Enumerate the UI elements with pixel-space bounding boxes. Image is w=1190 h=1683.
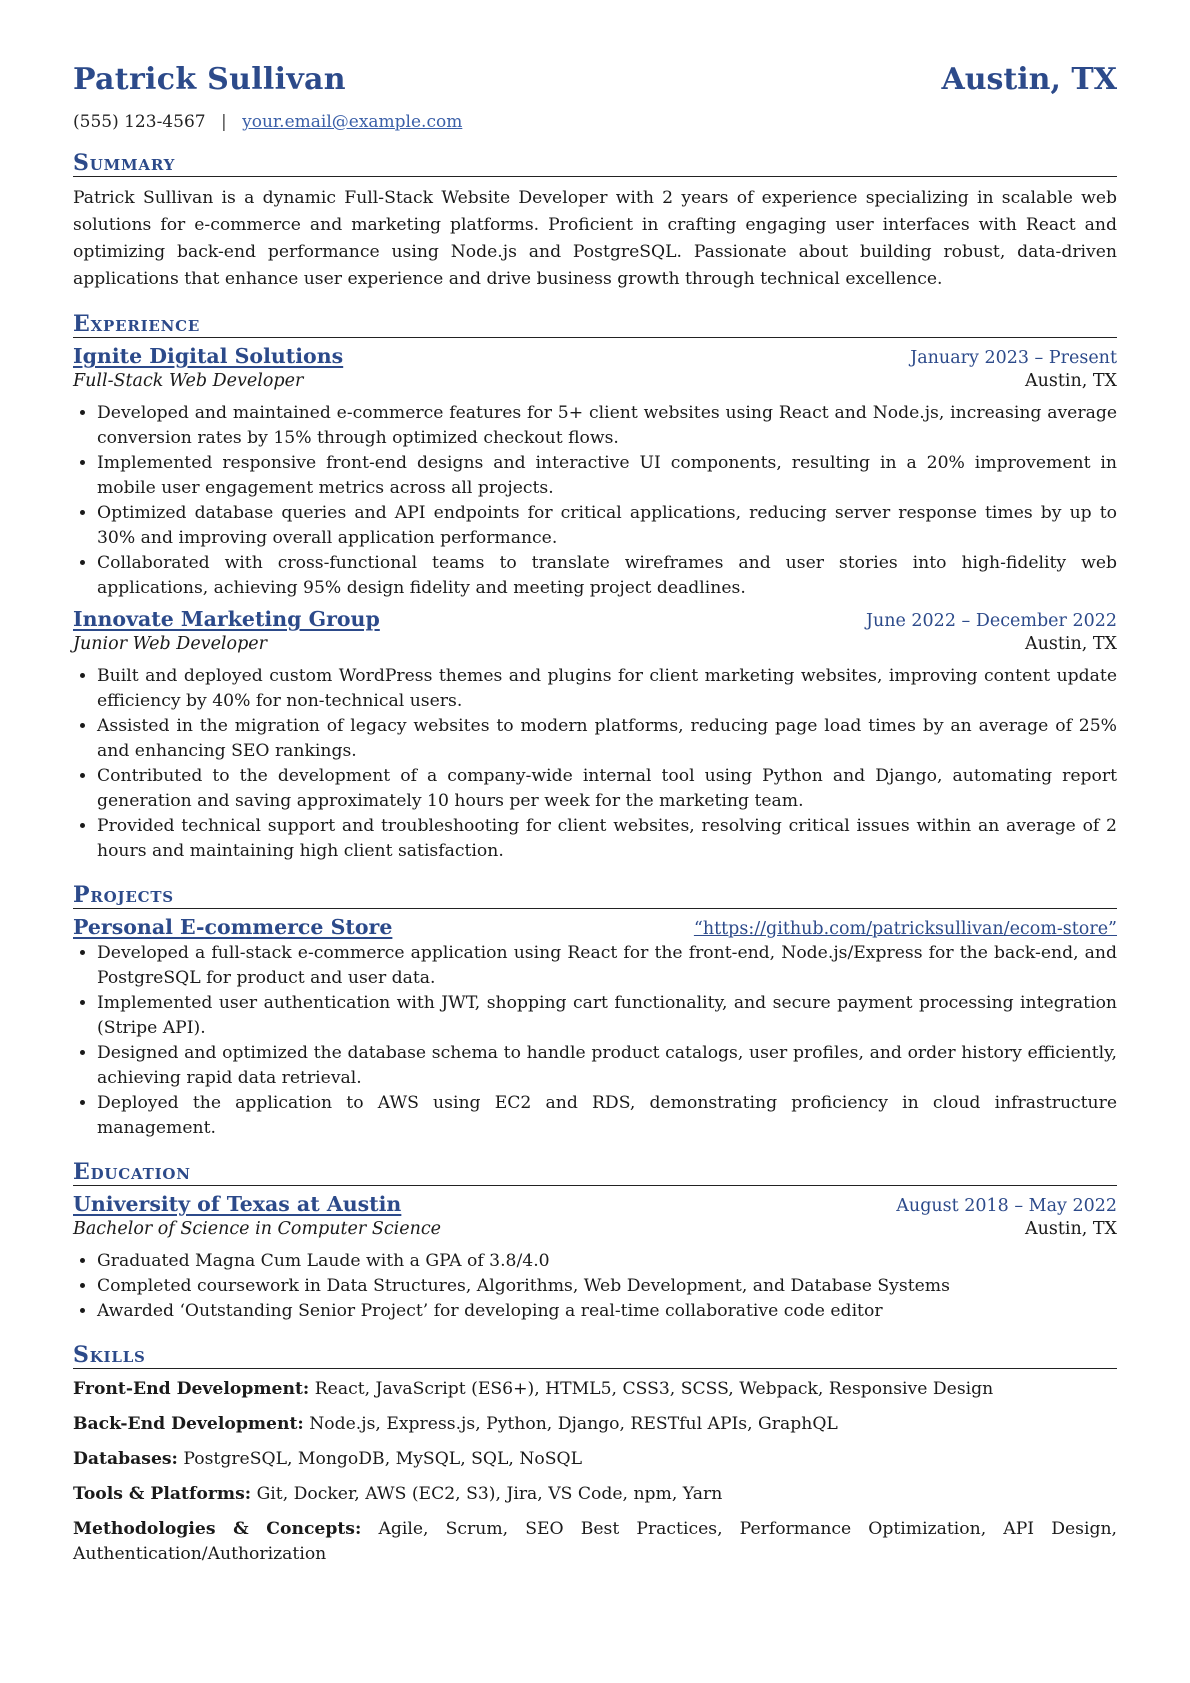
skill-row	[73, 1412, 1117, 1437]
section-title-education: Education	[73, 1159, 1117, 1186]
section-title-projects: Projects	[73, 882, 1117, 909]
experience-entry	[73, 607, 1117, 864]
skill-value: Node.js, Express.js, Python, Django, RESTful APIs, GraphQL	[309, 1414, 838, 1434]
experience-entry	[73, 344, 1117, 601]
job-dates: June 2022 – December 2022	[865, 611, 1117, 631]
contact-line	[73, 112, 1117, 132]
project-bullets	[73, 941, 1117, 1141]
list-item: • Contributed to the development of a company-wide internal tool using Python and Django, automating report generation and saving approximately 10 hours per week for the marketing team.	[97, 764, 1117, 814]
company-name[interactable]: Ignite Digital Solutions	[73, 344, 344, 368]
education-bullets	[73, 1249, 1117, 1324]
candidate-name: Patrick Sullivan	[73, 62, 346, 97]
skill-label: Front-End Development:	[73, 1379, 310, 1399]
job-dates: January 2023 – Present	[910, 348, 1117, 368]
list-item: • Developed a full-stack e-commerce application using React for the front-end, Node.js/Express for the back-end, and PostgreSQL for product and user data.	[97, 941, 1117, 991]
list-item: • Graduated Magna Cum Laude with a GPA of 3.8/4.0	[97, 1249, 1117, 1274]
list-item: • Provided technical support and troubleshooting for client websites, resolving critical issues within an average of 2 hours and maintaining high client satisfaction.	[97, 814, 1117, 864]
skills-list	[73, 1377, 1117, 1567]
education-location: Austin, TX	[1024, 1219, 1117, 1239]
list-item: • Developed and maintained e-commerce features for 5+ client websites using React and Node.js, increasing average conversion rates by 15% through optimized checkout flows.	[97, 401, 1117, 451]
list-item: • Awarded ‘Outstanding Senior Project’ for developing a real-time collaborative code editor	[97, 1299, 1117, 1324]
list-item: • Implemented user authentication with JWT, shopping cart functionality, and secure payment processing integration (Stripe API).	[97, 991, 1117, 1041]
email-link[interactable]: your.email@example.com	[242, 112, 463, 132]
school-name[interactable]: University of Texas at Austin	[73, 1192, 402, 1216]
project-link[interactable]: “https://github.com/patricksullivan/ecom-store”	[693, 919, 1117, 939]
skill-row	[73, 1517, 1117, 1567]
skill-label: Databases:	[73, 1449, 178, 1469]
job-role: Full-Stack Web Developer	[73, 371, 304, 391]
list-item: • Built and deployed custom WordPress themes and plugins for client marketing websites, improving content update efficiency by 40% for non-technical users.	[97, 664, 1117, 714]
skill-label: Methodologies & Concepts:	[73, 1519, 362, 1539]
header	[73, 62, 1117, 104]
section-title-experience: Experience	[73, 311, 1117, 338]
section-title-summary: Summary	[73, 150, 1117, 177]
skill-value: Git, Docker, AWS (EC2, S3), Jira, VS Code, npm, Yarn	[256, 1484, 723, 1504]
education-dates: August 2018 – May 2022	[896, 1196, 1117, 1216]
job-role: Junior Web Developer	[73, 634, 267, 654]
job-location: Austin, TX	[1024, 371, 1117, 391]
project-name[interactable]: Personal E-commerce Store	[73, 915, 393, 939]
phone-number: (555) 123-4567	[73, 112, 206, 132]
job-bullets	[73, 664, 1117, 864]
list-item: • Deployed the application to AWS using EC2 and RDS, demonstrating proficiency in cloud infrastructure management.	[97, 1091, 1117, 1141]
candidate-location: Austin, TX	[941, 62, 1117, 97]
job-bullets	[73, 401, 1117, 601]
skill-value: PostgreSQL, MongoDB, MySQL, SQL, NoSQL	[183, 1449, 583, 1469]
skill-row	[73, 1447, 1117, 1472]
list-item: • Designed and optimized the database schema to handle product catalogs, user profiles, and order history efficiently, achieving rapid data retrieval.	[97, 1041, 1117, 1091]
degree: Bachelor of Science in Computer Science	[73, 1219, 442, 1239]
skill-value: Agile, Scrum, SEO Best Practices, Performance Optimization, API Design, Authentication/Authorization	[73, 1519, 1118, 1564]
list-item: • Completed coursework in Data Structures, Algorithms, Web Development, and Database Systems	[97, 1274, 1117, 1299]
project-entry	[73, 915, 1117, 1141]
section-title-skills: Skills	[73, 1342, 1117, 1369]
skill-value: React, JavaScript (ES6+), HTML5, CSS3, SCSS, Webpack, Responsive Design	[314, 1379, 994, 1399]
skill-row	[73, 1482, 1117, 1507]
education-entry	[73, 1192, 1117, 1324]
skill-label: Tools & Platforms:	[73, 1484, 252, 1504]
list-item: • Implemented responsive front-end designs and interactive UI components, resulting in a 20% improvement in mobile user engagement metrics across all projects.	[97, 451, 1117, 501]
job-location: Austin, TX	[1024, 634, 1117, 654]
list-item: • Collaborated with cross-functional teams to translate wireframes and user stories into high-fidelity web applications, achieving 95% design fidelity and meeting project deadlines.	[97, 551, 1117, 601]
skill-row	[73, 1377, 1117, 1402]
contact-separator: |	[220, 112, 227, 132]
list-item: • Assisted in the migration of legacy websites to modern platforms, reducing page load times by an average of 25% and enhancing SEO rankings.	[97, 714, 1117, 764]
summary-text: Patrick Sullivan is a dynamic Full-Stack Website Developer with 2 years of experience specializing in scalable web solutions for e-commerce and marketing platforms. Proficient in crafting engaging user interfaces with React and optimizing back-end performance using Node.js and PostgreSQL. Passionate about building robust, data-driven applications that enhance user experience and drive business growth through technical excellence.	[73, 188, 1117, 289]
skill-label: Back-End Development:	[73, 1414, 304, 1434]
company-name[interactable]: Innovate Marketing Group	[73, 607, 380, 631]
list-item: • Optimized database queries and API endpoints for critical applications, reducing server response times by up to 30% and improving overall application performance.	[97, 501, 1117, 551]
